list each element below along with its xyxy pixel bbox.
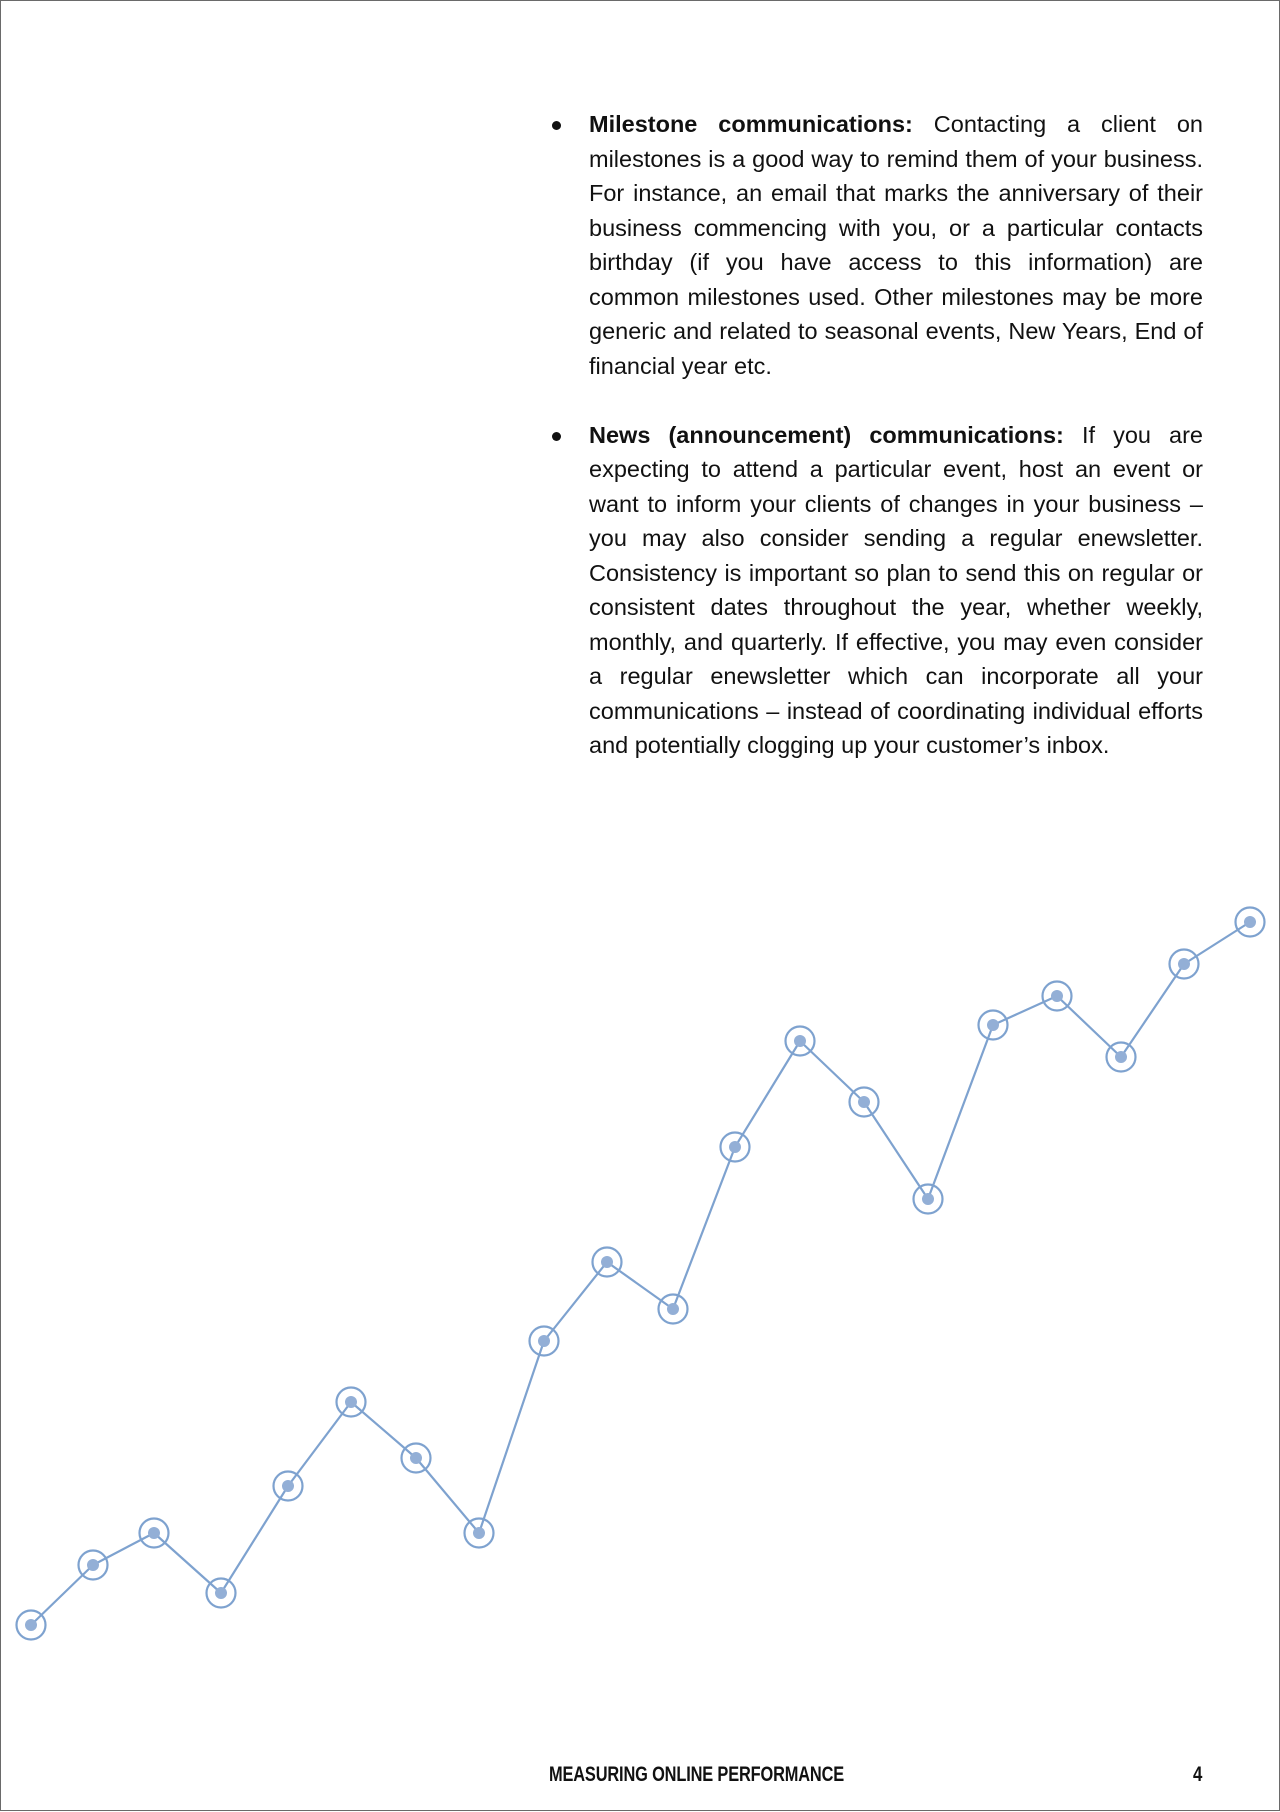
marker-dot-icon <box>1178 958 1190 970</box>
data-point-marker <box>140 1519 169 1548</box>
marker-dot-icon <box>794 1035 806 1047</box>
data-point-marker <box>1170 950 1199 979</box>
marker-ring-icon <box>721 1133 750 1162</box>
marker-ring-icon <box>914 1185 943 1214</box>
marker-ring-icon <box>337 1388 366 1417</box>
data-point-marker <box>850 1088 879 1117</box>
data-point-marker <box>979 1011 1008 1040</box>
bullet-title: News (announcement) communications: <box>589 421 1064 448</box>
data-point-marker <box>530 1327 559 1356</box>
marker-ring-icon <box>1107 1043 1136 1072</box>
data-point-marker <box>659 1295 688 1324</box>
marker-dot-icon <box>667 1303 679 1315</box>
marker-ring-icon <box>207 1579 236 1608</box>
marker-dot-icon <box>473 1527 485 1539</box>
data-point-marker <box>79 1551 108 1580</box>
data-point-marker <box>1043 982 1072 1011</box>
marker-ring-icon <box>979 1011 1008 1040</box>
bullet-text: Contacting a client on milestones is a good way to remind them of your business. For instance, an email that marks the anniversary of their business commencing with you, or a particular contacts birthday (if you have access to this information) are common milestones used. Other milestones may be more generic and related to seasonal events, New Years, End of financial year etc. <box>589 111 1203 379</box>
marker-dot-icon <box>148 1527 160 1539</box>
marker-dot-icon <box>1115 1051 1127 1063</box>
marker-dot-icon <box>87 1559 99 1571</box>
data-point-marker <box>465 1519 494 1548</box>
marker-ring-icon <box>274 1472 303 1501</box>
marker-ring-icon <box>1170 950 1199 979</box>
marker-ring-icon <box>1043 982 1072 1011</box>
data-point-marker <box>721 1133 750 1162</box>
data-point-marker <box>786 1027 815 1056</box>
marker-ring-icon <box>850 1088 879 1117</box>
marker-dot-icon <box>601 1256 613 1268</box>
data-point-marker <box>402 1444 431 1473</box>
marker-dot-icon <box>922 1193 934 1205</box>
data-point-marker <box>17 1611 46 1640</box>
data-point-marker <box>274 1472 303 1501</box>
bullet-milestone-communications <box>549 107 1203 383</box>
bullet-news-communications <box>549 418 1203 763</box>
data-point-marker <box>593 1248 622 1277</box>
trend-line <box>31 922 1250 1625</box>
marker-dot-icon <box>345 1396 357 1408</box>
page-number: 4 <box>1193 1763 1203 1786</box>
marker-ring-icon <box>465 1519 494 1548</box>
data-point-marker <box>1107 1043 1136 1072</box>
marker-ring-icon <box>659 1295 688 1324</box>
marker-dot-icon <box>410 1452 422 1464</box>
marker-dot-icon <box>215 1587 227 1599</box>
marker-dot-icon <box>538 1335 550 1347</box>
marker-dot-icon <box>25 1619 37 1631</box>
trend-markers <box>17 908 1265 1640</box>
marker-dot-icon <box>987 1019 999 1031</box>
marker-ring-icon <box>593 1248 622 1277</box>
marker-dot-icon <box>282 1480 294 1492</box>
marker-dot-icon <box>858 1096 870 1108</box>
marker-dot-icon <box>729 1141 741 1153</box>
bullet-text: If you are expecting to attend a particular event, host an event or want to inform your clients of changes in your business – you may also consider sending a regular enewsletter. Consistency is important so plan to send this on regular or consistent dates throughout the year, whether weekly, monthly, and quarterly. If effective, you may even consider a regular enewsletter which can incorporate all your communications – instead of coordinating individual efforts and potentially clogging up your customer’s inbox. <box>589 421 1204 758</box>
marker-ring-icon <box>79 1551 108 1580</box>
data-point-marker <box>1236 908 1265 937</box>
marker-ring-icon <box>530 1327 559 1356</box>
marker-ring-icon <box>1236 908 1265 937</box>
footer-title: MEASURING ONLINE PERFORMANCE <box>549 1763 845 1786</box>
data-point-marker <box>207 1579 236 1608</box>
marker-dot-icon <box>1244 916 1256 928</box>
marker-ring-icon <box>786 1027 815 1056</box>
marker-ring-icon <box>140 1519 169 1548</box>
data-point-marker <box>337 1388 366 1417</box>
body-content <box>549 107 1203 797</box>
data-point-marker <box>914 1185 943 1214</box>
marker-dot-icon <box>1051 990 1063 1002</box>
bullet-title: Milestone communications: <box>589 111 913 137</box>
marker-ring-icon <box>402 1444 431 1473</box>
marker-ring-icon <box>17 1611 46 1640</box>
